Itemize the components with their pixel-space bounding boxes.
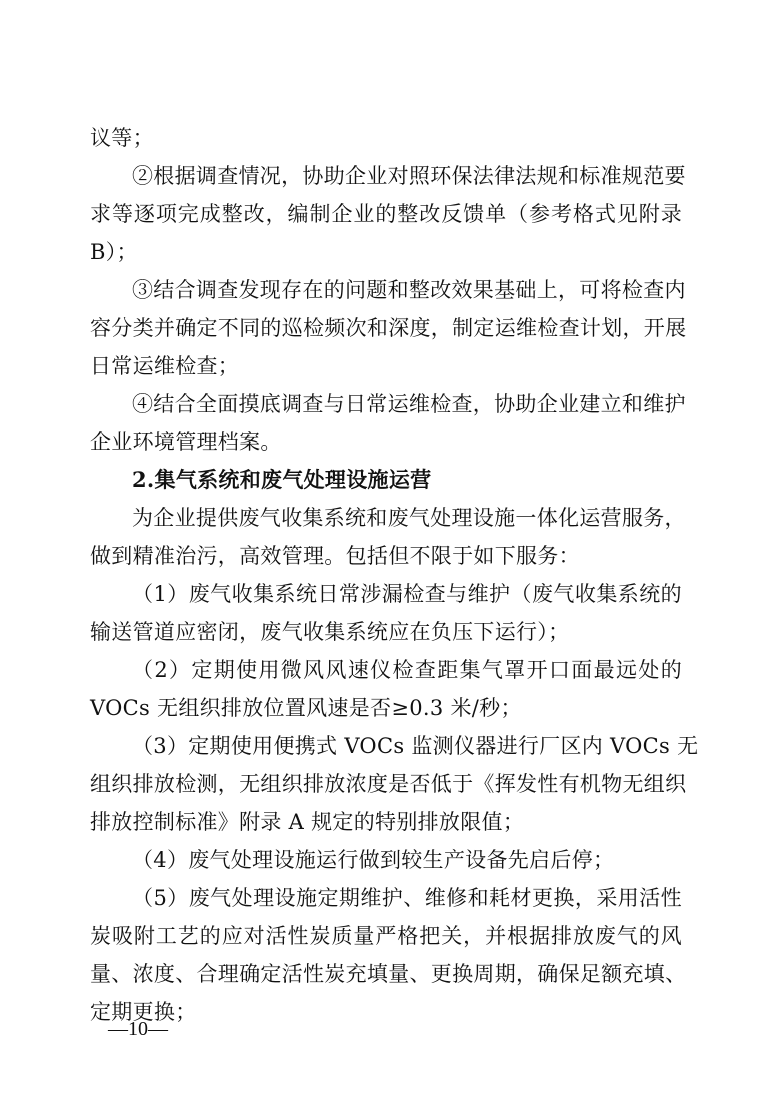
text-line: 做到精准治污，高效管理。包括但不限于如下服务： xyxy=(90,544,580,568)
text-line: 日常运维检查； xyxy=(90,354,240,378)
text-line-item-4: ④结合全面摸底调查与日常运维检查，协助企业建立和维护 xyxy=(132,392,686,416)
text-line: B）； xyxy=(90,240,138,264)
section-heading: 2.集气系统和废气处理设施运营 xyxy=(132,467,432,492)
text-line: 组织排放检测，无组织排放浓度是否低于《挥发性有机物无组织 xyxy=(90,772,687,796)
text-line: 容分类并确定不同的巡检频次和深度，制定运维检查计划，开展 xyxy=(90,316,687,340)
text-line-service-1: （1）废气收集系统日常涉漏检查与维护（废气收集系统的 xyxy=(132,582,682,606)
text-line-continuation: 议等； xyxy=(90,126,154,150)
text-line: 输送管道应密闭，废气收集系统应在负压下运行）； xyxy=(90,620,570,644)
text-line-service-2: （2）定期使用微风风速仪检查距集气罩开口面最远处的 xyxy=(132,658,682,682)
text-line: 排放控制标准》附录 A 规定的特别排放限值； xyxy=(90,810,525,834)
text-line-service-3: （3）定期使用便携式 VOCs 监测仪器进行厂区内 VOCs 无 xyxy=(132,734,699,758)
text-line: 求等逐项完成整改，编制企业的整改反馈单（参考格式见附录 xyxy=(90,202,682,226)
text-line-service-5: （5）废气处理设施定期维护、维修和耗材更换，采用活性 xyxy=(132,886,682,910)
text-line: 企业环境管理档案。 xyxy=(90,430,282,454)
text-line: VOCs 无组织排放位置风速是否≥0.3 米/秒； xyxy=(90,696,522,720)
text-line-service-4: （4）废气处理设施运行做到较生产设备先启后停； xyxy=(132,848,615,872)
page-number: —10— xyxy=(108,1018,168,1040)
text-line: 量、浓度、合理确定活性炭充填量、更换周期，确保足额充填、 xyxy=(90,962,687,986)
text-line-item-3: ③结合调查发现存在的问题和整改效果基础上，可将检查内 xyxy=(132,278,686,302)
text-line: 定期更换； xyxy=(90,1000,197,1024)
text-line: 炭吸附工艺的应对活性炭质量严格把关，并根据排放废气的风 xyxy=(90,924,682,948)
text-line-paragraph-start: 为企业提供废气收集系统和废气处理设施一体化运营服务， xyxy=(132,506,686,530)
text-line-item-2: ②根据调查情况，协助企业对照环保法律法规和标准规范要 xyxy=(132,164,686,188)
